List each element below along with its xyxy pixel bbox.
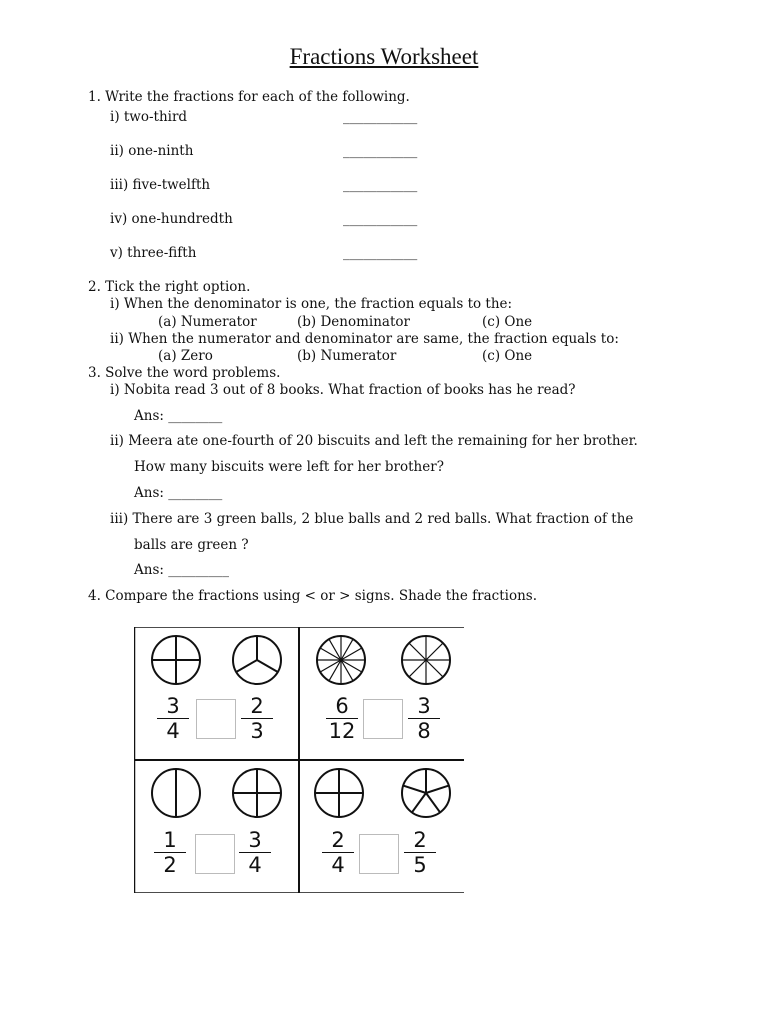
fraction-left — [150, 829, 190, 876]
q1-item-4-blank[interactable]: ___________ — [343, 211, 418, 227]
fraction-right — [400, 829, 440, 876]
q3-item-2-line-1: ii) Meera ate one-fourth of 20 biscuits and left the remaining for her brother. — [110, 433, 638, 449]
page-title: Fractions Worksheet — [289, 44, 479, 69]
q2-item-2-option-b[interactable]: (b) Numerator — [297, 348, 397, 364]
q4-prompt: 4. Compare the fractions using < or > signs. Shade the fractions. — [88, 588, 537, 604]
fraction-circle-left[interactable] — [151, 768, 201, 818]
comparison-box[interactable] — [359, 834, 399, 874]
fraction-left — [318, 829, 358, 876]
numerator: 2 — [250, 694, 264, 718]
compare-cell-4 — [299, 760, 464, 893]
fraction-right — [235, 829, 275, 876]
q1-item-1-blank[interactable]: ___________ — [343, 109, 418, 125]
q2-item-1-question: i) When the denominator is one, the fraction equals to the: — [110, 296, 513, 312]
q3-item-2-line-2: How many biscuits were left for her brother? — [134, 459, 444, 475]
comparison-grid — [134, 627, 464, 893]
comparison-box[interactable] — [196, 699, 236, 739]
numerator: 6 — [335, 694, 349, 718]
fraction-circle-right[interactable] — [232, 768, 282, 818]
denominator: 3 — [250, 719, 264, 743]
comparison-box[interactable] — [363, 699, 403, 739]
q2-item-2-option-c[interactable]: (c) One — [482, 348, 533, 364]
q3-item-3-line-2: balls are green ? — [134, 537, 249, 553]
q1-prompt: 1. Write the fractions for each of the following. — [88, 89, 410, 105]
q3-item-1-ans[interactable]: Ans: ________ — [134, 408, 223, 424]
fraction-right — [404, 695, 444, 742]
numerator: 3 — [166, 694, 180, 718]
denominator: 4 — [166, 719, 180, 743]
fraction-circle-left[interactable] — [314, 768, 364, 818]
q1-item-4-label: iv) one-hundredth — [110, 211, 233, 227]
denominator: 8 — [417, 719, 431, 743]
fraction-circle-right[interactable] — [232, 635, 282, 685]
compare-cell-2 — [299, 627, 464, 760]
compare-cell-1 — [134, 627, 299, 760]
fraction-circle-right[interactable] — [401, 635, 451, 685]
q2-item-1-option-a[interactable]: (a) Numerator — [158, 314, 257, 330]
denominator: 5 — [413, 853, 427, 877]
denominator: 4 — [248, 853, 262, 877]
q1-item-2-blank[interactable]: ___________ — [343, 143, 418, 159]
q1-item-5-label: v) three-fifth — [110, 245, 197, 261]
fraction-left — [322, 695, 362, 742]
q1-item-1-label: i) two-third — [110, 109, 188, 125]
numerator: 3 — [417, 694, 431, 718]
q1-item-3-label: iii) five-twelfth — [110, 177, 211, 193]
q2-item-2-question: ii) When the numerator and denominator are same, the fraction equals to: — [110, 331, 619, 347]
fraction-right — [237, 695, 277, 742]
numerator: 2 — [413, 828, 427, 852]
fraction-left — [153, 695, 193, 742]
denominator: 12 — [328, 719, 356, 743]
numerator: 3 — [248, 828, 262, 852]
fraction-circle-right[interactable] — [401, 768, 451, 818]
denominator: 2 — [163, 853, 177, 877]
q2-item-2-option-a[interactable]: (a) Zero — [158, 348, 213, 364]
comparison-box[interactable] — [195, 834, 235, 874]
numerator: 2 — [331, 828, 345, 852]
q1-item-5-blank[interactable]: ___________ — [343, 245, 418, 261]
q2-prompt: 2. Tick the right option. — [88, 279, 251, 295]
denominator: 4 — [331, 853, 345, 877]
q1-item-2-label: ii) one-ninth — [110, 143, 194, 159]
fraction-circle-left[interactable] — [151, 635, 201, 685]
q3-item-3-line-1: iii) There are 3 green balls, 2 blue balls and 2 red balls. What fraction of the — [110, 511, 634, 527]
q3-item-2-ans[interactable]: Ans: ________ — [134, 485, 223, 501]
q3-item-1-line-1: i) Nobita read 3 out of 8 books. What fraction of books has he read? — [110, 382, 576, 398]
q1-item-3-blank[interactable]: ___________ — [343, 177, 418, 193]
q2-item-1-option-c[interactable]: (c) One — [482, 314, 533, 330]
q3-prompt: 3. Solve the word problems. — [88, 365, 281, 381]
q2-item-1-option-b[interactable]: (b) Denominator — [297, 314, 410, 330]
fraction-circle-left[interactable] — [316, 635, 366, 685]
compare-cell-3 — [134, 760, 299, 893]
numerator: 1 — [163, 828, 177, 852]
q3-item-3-ans[interactable]: Ans: _________ — [134, 562, 229, 578]
